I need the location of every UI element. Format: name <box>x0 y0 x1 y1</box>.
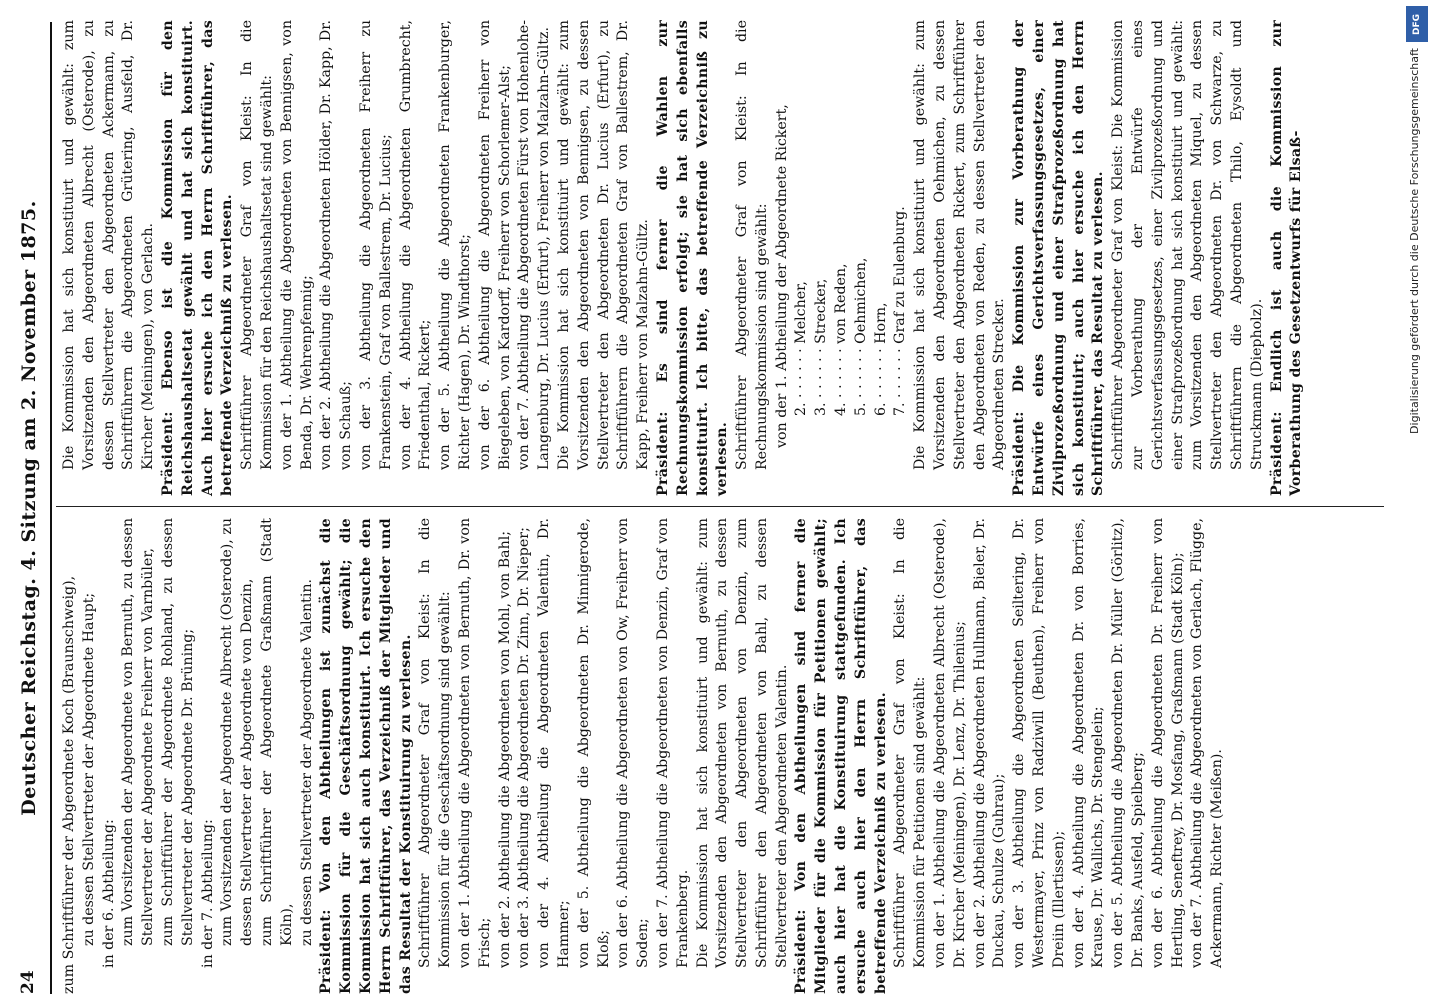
paragraph: von der 2. Abtheilung die Abgeordneten Hullmann, Bieler, Dr. Duckau, Schulze (Guhrau); <box>971 518 1008 968</box>
paragraph: von der 7. Abtheilung die Abgeordneten Fürst von Hohenlohe-Langenburg, Dr. Lucius (Erfurt), Freiherr von Malzahn-Gültz. <box>516 20 553 470</box>
dfg-logo: DFG <box>1406 6 1428 42</box>
paragraph: von der 2. Abtheilung die Abgeordneten von Mohl, von Bahl; <box>496 530 513 968</box>
paragraph: von der 4. Abtheilung die Abgeordneten Grumbrecht, Friedenthal, Rickert; <box>397 20 434 470</box>
paragraph: von der 6. Abtheilung die Abgeordneten Dr. Freiherr von Hertling, Seneftrey, Dr. Mosfang, Graßmann (Stadt Köln); <box>1149 518 1186 968</box>
dfg-sidebar <box>1404 0 1428 1000</box>
paragraph: von der 3. Abtheilung die Abgeordneten Seiltering, Dr. Westermayer, Prinz von Radziwill (Beuthen), Freiherr von Dreiin (Illertissen); <box>1011 518 1067 968</box>
column-divider <box>56 506 1384 507</box>
paragraph: von der 1. Abtheilung der Abgeordnete Rickert, <box>773 104 790 448</box>
paragraph: 6. · · · · · · Horn, <box>872 302 889 416</box>
header-rule <box>50 22 52 994</box>
paragraph: von der 6. Abtheilung die Abgeordneten von Ow, Freiherr von Soden; <box>615 518 652 968</box>
paragraph: Schriftführer Abgeordneter Graf von Kleist: In die Kommission für den Reichshaushaltsetat sind gewählt: <box>239 20 275 470</box>
paragraph: in der 6. Abtheilung: <box>100 819 117 968</box>
paragraph: Schriftführer Abgeordneter Graf von Kleist: In die Rechnungskommission sind gewählt: <box>734 20 770 470</box>
paragraph: in der 7. Abtheilung: <box>199 819 216 968</box>
paragraph: von der 1. Abtheilung die Abgeordneten von Bennigsen, von Benda, Dr. Wehrenpfennig; <box>278 20 315 470</box>
paragraph: Die Kommission hat sich konstituirt und gewählt: zum Vorsitzenden den Abgeordneten von Bernuth, zu dessen Stellvertreter den Abgeordneten von Denzin, zum Schriftführer den Abgeordneten von Bahl, zu dessen Stellvertreter den Abgeordneten Valentin. <box>694 518 790 968</box>
right-column <box>60 20 1307 496</box>
page-number: 24 <box>18 970 38 994</box>
paragraph: von der 2. Abtheilung die Abgeordneten Hölder, Dr. Kapp, Dr. von Schauß; <box>318 20 355 470</box>
paragraph: Präsident: Von den Abtheilungen ist zunächst die Kommission für die Geschäftsordnung gewählt; die Kommission hat sich auch konstituirt. Ich ersuche den Herrn Schriftführer, das Verzeichniß der Mitglieder und das Resultat der Konstituirung zu verlesen. <box>318 518 414 994</box>
paragraph: Die Kommission hat sich konstituirt und gewählt: zum Vorsitzenden den Abgeordneten Albrecht (Osterode), zu dessen Stellvertreter den Abgeordneten Ackermann, zu Schriftführern die Abgeordneten Grütering, Ausfeld, Dr. Kircher (Meiningen), von Gerlach. <box>61 20 157 470</box>
paragraph: 2. · · · · · · Melcher, <box>793 281 810 416</box>
paragraph: von der 4. Abtheilung die Abgeordneten Dr. von Borries, Krause, Dr. Wallichs, Dr. Stengelein; <box>1070 518 1107 968</box>
paragraph: von der 5. Abtheilung die Abgeordneten Frankenburger, Richter (Hagen), Dr. Windthorst; <box>437 20 473 470</box>
paragraph: von der 7. Abtheilung die Abgeordneten von Denzin, Graf von Frankenberg. <box>654 518 691 968</box>
paragraph: Schriftführer Abgeordneter Graf von Kleist: Die Kommission zur Vorberathung der Entwürfe eines Gerichtsverfassungsgesetzes, einer Zivilprozeßordnung und einer Strafprozeßordnung hat sich konstituirt und gewählt: zum Vorsitzenden den Abgeordneten Miquel, zu dessen Stellvertreter den Abgeordneten Dr. von Schwarze, zu Schriftführern die Abgeordneten Thilo, Eysoldt und Struckmann (Diepholz). <box>1110 20 1265 470</box>
paragraph: von der 5. Abtheilung die Abgeordneten Dr. Minnigerode, Kloß; <box>575 518 612 968</box>
paragraph: Präsident: Ebenso ist die Kommission für den Reichshaushaltsetat gewählt und hat sich konstituirt. Auch hier ersuche ich den Herrn Schriftführer, das betreffende Verzeichniß zu verlesen. <box>159 20 236 496</box>
paragraph: Präsident: Von den Abtheilungen sind ferner die Mitglieder für die Kommission für Petitionen gewählt; auch hier hat die Konstituirung stattgefunden. Ich ersuche auch hier den Herrn Schriftführer, das betreffende Verzeichniß zu verlesen. <box>793 518 889 994</box>
paragraph: Präsident: Die Kommission zur Vorberathung der Entwürfe eines Gerichtsverfassungsgesetzes, einer Zivilprozeßordnung und einer Strafprozeßordnung hat sich konstituirt; auch hier ersuche ich den Herrn Schriftführer, das Resultat zu verlesen. <box>1011 20 1107 496</box>
paragraph: 5. · · · · · · Oehmichen, <box>852 257 869 416</box>
paragraph: zu dessen Stellvertreter der Abgeordnete Valentin. <box>298 578 315 946</box>
paragraph: von der 4. Abtheilung die Abgeordneten Valentin, Dr. Hammer; <box>536 518 572 968</box>
document-page <box>8 22 1388 994</box>
paragraph: zum Schriftführer der Abgeordnete Graßmann (Stadt Köln), <box>258 518 295 946</box>
paragraph: Schriftführer Abgeordneter Graf von Kleist: In die Kommission für die Geschäftsordnung sind gewählt: <box>417 518 454 968</box>
paragraph: Präsident: Endlich ist auch die Kommission zur Vorberathung des Gesetzentwurfs für Elsaß- <box>1268 20 1305 496</box>
page-header <box>8 22 48 994</box>
paragraph: zum Vorsitzenden der Abgeordnete Albrecht (Osterode), zu dessen Stellvertreter der Abgeordnete von Denzin, <box>219 518 256 946</box>
paragraph: von der 3. Abtheilung die Abgeordneten Freiherr zu Frankenstein, Graf von Ballestrem, Dr. Lucius; <box>357 20 394 470</box>
paragraph: von der 6. Abtheilung die Abgeordneten Freiherr von Biegeleben, von Kardorff, Freiherr von Schorlemer-Alst; <box>476 20 513 470</box>
paragraph: von der 7. Abtheilung die Abgeordneten von Gerlach, Flügge, Ackermann, Richter (Meißen). <box>1189 518 1226 968</box>
dfg-credit: Digitalisierung gefördert durch die Deutsche Forschungsgemeinschaft <box>1408 48 1421 434</box>
paragraph: 3. · · · · · · Strecker, <box>813 278 830 416</box>
running-title: Deutscher Reichstag. 4. Sitzung am 2. November 1875. <box>18 200 40 816</box>
paragraph: zum Vorsitzenden der Abgeordnete von Bernuth, zu dessen Stellvertreter der Abgeordnete Freiherr von Varnbüler, <box>120 518 157 946</box>
paragraph: von der 5. Abtheilung die Abgeordneten Dr. Müller (Görlitz), Dr. Banks, Ausfeld, Spielberg; <box>1110 518 1147 968</box>
paragraph: 7. · · · · · · Graf zu Eulenburg. <box>892 206 909 416</box>
paragraph: zu dessen Stellvertreter der Abgeordnete Haupt; <box>80 592 97 946</box>
paragraph: Die Kommission hat sich konstituirt und gewählt: zum Vorsitzenden den Abgeordneten von Bennigsen, zu dessen Stellvertreter den Abgeordneten Dr. Lucius (Erfurt), zu Schriftführern die Abgeordneten Graf von Ballestrem, Dr. Kapp, Freiherr von Malzahn-Gültz. <box>555 20 652 470</box>
paragraph: 4. · · · · · · von Reden, <box>833 263 850 416</box>
paragraph: Präsident: Es sind ferner die Wahlen zur Rechnungskommission erfolgt; sie hat sich ebenfalls konstituirt. Ich bitte, das betreffende Verzeichniß zu verlesen. <box>654 20 731 496</box>
paragraph: zum Schriftführer der Abgeordnete Koch (Braunschweig), <box>61 575 77 994</box>
paragraph: Schriftführer Abgeordneter Graf von Kleist: In die Kommission für Petitionen sind gewählt: <box>892 518 929 968</box>
paragraph: von der 1. Abtheilung die Abgeordneten Albrecht (Osterode), Dr. Kircher (Meiningen), Dr. Lenz, Dr. Thilenius; <box>932 518 968 968</box>
paragraph: von der 1. Abtheilung die Abgeordneten von Bernuth, Dr. von Frisch; <box>456 518 493 968</box>
paragraph: Die Kommission hat sich konstituirt und gewählt: zum Vorsitzenden den Abgeordneten Oehmichen, zu dessen Stellvertreter den Abgeordneten Rickert, zum Schriftführer den Abgeordneten von Reden, zu dessen Stellvertreter den Abgeordneten Strecker. <box>912 20 1008 470</box>
paragraph: zum Schriftführer der Abgeordnete Rohland, zu dessen Stellvertreter der Abgeordnete Dr. Brüning; <box>159 518 196 946</box>
left-column <box>60 518 1228 994</box>
paragraph: von der 3. Abtheilung die Abgeordneten Dr. Zinn, Dr. Nieper; <box>516 527 533 968</box>
